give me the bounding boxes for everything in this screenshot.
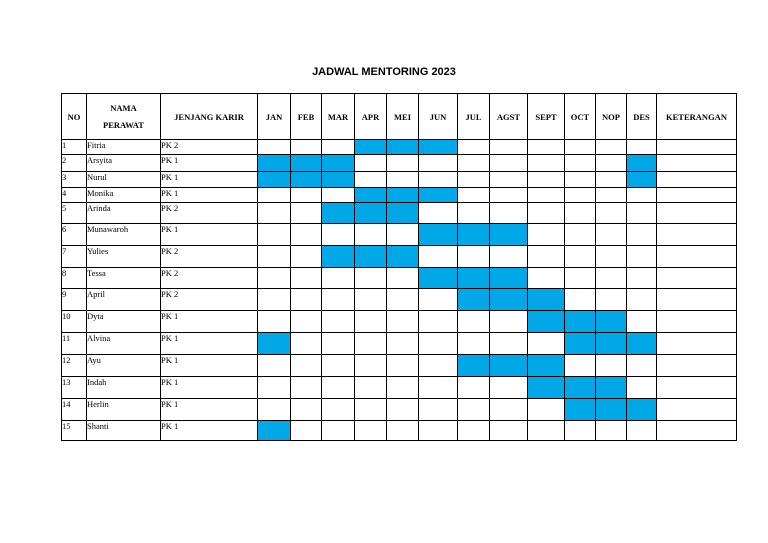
row-nama: April <box>87 289 161 311</box>
table-row <box>62 289 737 311</box>
schedule-body <box>62 140 737 441</box>
mentoring-month-cell-active <box>490 224 528 246</box>
mentoring-month-cell-active <box>627 399 657 421</box>
row-no: 8 <box>62 268 87 289</box>
row-jenjang: PK 1 <box>161 355 258 377</box>
mentoring-month-cell <box>387 333 419 355</box>
header-month: JUL <box>458 94 490 140</box>
row-nama: Yulies <box>87 246 161 268</box>
row-keterangan <box>657 140 737 155</box>
mentoring-month-cell <box>528 140 565 155</box>
mentoring-month-cell-active <box>291 172 322 188</box>
mentoring-month-cell-active <box>322 203 355 224</box>
mentoring-month-cell <box>490 333 528 355</box>
table-row <box>62 355 737 377</box>
header-month: NOP <box>596 94 627 140</box>
header-month: AGST <box>490 94 528 140</box>
mentoring-month-cell <box>291 333 322 355</box>
mentoring-month-cell <box>565 188 596 203</box>
row-no: 3 <box>62 172 87 188</box>
mentoring-month-cell-active <box>419 224 458 246</box>
mentoring-month-cell <box>627 377 657 399</box>
mentoring-month-cell <box>322 355 355 377</box>
mentoring-month-cell-active <box>528 377 565 399</box>
mentoring-month-cell-active <box>322 172 355 188</box>
row-keterangan <box>657 333 737 355</box>
mentoring-month-cell <box>291 268 322 289</box>
mentoring-month-cell <box>258 140 291 155</box>
mentoring-month-cell-active <box>490 268 528 289</box>
mentoring-month-cell <box>387 355 419 377</box>
table-row <box>62 224 737 246</box>
mentoring-month-cell-active <box>387 246 419 268</box>
mentoring-month-cell <box>528 333 565 355</box>
mentoring-month-cell <box>565 203 596 224</box>
mentoring-month-cell-active <box>322 246 355 268</box>
mentoring-month-cell-active <box>490 289 528 311</box>
mentoring-month-cell <box>387 421 419 441</box>
mentoring-month-cell-active <box>387 188 419 203</box>
row-no: 15 <box>62 421 87 441</box>
mentoring-month-cell <box>322 333 355 355</box>
mentoring-month-cell <box>291 311 322 333</box>
mentoring-month-cell <box>528 188 565 203</box>
mentoring-month-cell <box>322 289 355 311</box>
mentoring-month-cell-active <box>596 377 627 399</box>
mentoring-month-cell <box>291 399 322 421</box>
page-title: JADWAL MENTORING 2023 <box>312 66 456 78</box>
row-nama: Arinda <box>87 203 161 224</box>
mentoring-month-cell <box>565 421 596 441</box>
mentoring-month-cell <box>258 399 291 421</box>
mentoring-month-cell <box>419 155 458 172</box>
header-nama-line2: PERAWAT <box>103 119 144 130</box>
mentoring-month-cell-active <box>258 333 291 355</box>
row-keterangan <box>657 355 737 377</box>
mentoring-month-cell <box>291 377 322 399</box>
row-jenjang: PK 1 <box>161 155 258 172</box>
mentoring-month-cell <box>528 155 565 172</box>
mentoring-month-cell <box>258 311 291 333</box>
mentoring-month-cell <box>528 399 565 421</box>
row-no: 5 <box>62 203 87 224</box>
table-row <box>62 155 737 172</box>
mentoring-month-cell <box>419 355 458 377</box>
row-jenjang: PK 1 <box>161 399 258 421</box>
mentoring-month-cell <box>490 399 528 421</box>
row-keterangan <box>657 377 737 399</box>
table-row <box>62 311 737 333</box>
mentoring-month-cell <box>627 289 657 311</box>
mentoring-month-cell <box>565 224 596 246</box>
mentoring-month-cell-active <box>528 311 565 333</box>
row-nama: Nurul <box>87 172 161 188</box>
row-nama: Indah <box>87 377 161 399</box>
header-jenjang-karir: JENJANG KARIR <box>161 94 258 140</box>
mentoring-month-cell <box>387 172 419 188</box>
row-jenjang: PK 2 <box>161 268 258 289</box>
mentoring-month-cell <box>387 311 419 333</box>
mentoring-month-cell <box>627 421 657 441</box>
mentoring-month-cell <box>387 155 419 172</box>
table-row <box>62 140 737 155</box>
row-jenjang: PK 2 <box>161 140 258 155</box>
row-nama: Dyta <box>87 311 161 333</box>
mentoring-month-cell-active <box>627 172 657 188</box>
mentoring-month-cell <box>355 333 387 355</box>
row-no: 12 <box>62 355 87 377</box>
mentoring-month-cell <box>258 246 291 268</box>
mentoring-month-cell-active <box>596 311 627 333</box>
row-jenjang: PK 1 <box>161 224 258 246</box>
mentoring-month-cell <box>627 311 657 333</box>
row-no: 1 <box>62 140 87 155</box>
mentoring-month-cell <box>458 155 490 172</box>
mentoring-month-cell-active <box>355 203 387 224</box>
mentoring-month-cell-active <box>458 268 490 289</box>
header-month: FEB <box>291 94 322 140</box>
header-row <box>62 94 737 140</box>
row-no: 9 <box>62 289 87 311</box>
row-no: 6 <box>62 224 87 246</box>
mentoring-month-cell <box>490 140 528 155</box>
row-nama: Ayu <box>87 355 161 377</box>
mentoring-month-cell-active <box>355 188 387 203</box>
mentoring-month-cell-active <box>490 355 528 377</box>
mentoring-month-cell <box>258 224 291 246</box>
mentoring-month-cell-active <box>258 421 291 441</box>
row-jenjang: PK 2 <box>161 203 258 224</box>
mentoring-month-cell <box>596 355 627 377</box>
row-nama: Shanti <box>87 421 161 441</box>
mentoring-month-cell <box>291 246 322 268</box>
mentoring-month-cell-active <box>355 246 387 268</box>
row-jenjang: PK 1 <box>161 172 258 188</box>
mentoring-month-cell <box>490 172 528 188</box>
mentoring-month-cell <box>258 268 291 289</box>
mentoring-month-cell <box>258 377 291 399</box>
mentoring-month-cell <box>458 377 490 399</box>
mentoring-month-cell <box>458 311 490 333</box>
mentoring-month-cell <box>419 399 458 421</box>
mentoring-month-cell <box>490 155 528 172</box>
mentoring-month-cell <box>458 188 490 203</box>
header-month: JAN <box>258 94 291 140</box>
mentoring-month-cell-active <box>458 355 490 377</box>
mentoring-month-cell <box>355 421 387 441</box>
mentoring-month-cell <box>355 155 387 172</box>
header-nama-perawat <box>87 94 161 140</box>
mentoring-month-cell <box>322 421 355 441</box>
row-no: 11 <box>62 333 87 355</box>
mentoring-month-cell <box>387 268 419 289</box>
row-nama: Alvina <box>87 333 161 355</box>
mentoring-month-cell <box>596 172 627 188</box>
row-nama: Fitria <box>87 140 161 155</box>
mentoring-month-cell-active <box>419 188 458 203</box>
mentoring-month-cell <box>596 203 627 224</box>
header-month: MEI <box>387 94 419 140</box>
mentoring-month-cell <box>596 140 627 155</box>
mentoring-month-cell <box>322 224 355 246</box>
mentoring-month-cell-active <box>627 333 657 355</box>
mentoring-month-cell <box>355 224 387 246</box>
row-jenjang: PK 2 <box>161 246 258 268</box>
mentoring-month-cell <box>355 311 387 333</box>
row-keterangan <box>657 421 737 441</box>
mentoring-month-cell <box>528 203 565 224</box>
mentoring-month-cell <box>458 172 490 188</box>
mentoring-month-cell-active <box>627 155 657 172</box>
mentoring-month-cell <box>528 246 565 268</box>
mentoring-month-cell-active <box>458 224 490 246</box>
mentoring-month-cell <box>490 246 528 268</box>
table-row <box>62 188 737 203</box>
mentoring-month-cell <box>528 172 565 188</box>
table-row <box>62 172 737 188</box>
row-jenjang: PK 1 <box>161 377 258 399</box>
mentoring-month-cell <box>419 172 458 188</box>
row-jenjang: PK 1 <box>161 311 258 333</box>
mentoring-month-cell <box>528 224 565 246</box>
header-month: OCT <box>565 94 596 140</box>
mentoring-month-cell <box>258 188 291 203</box>
header-keterangan: KETERANGAN <box>657 94 737 140</box>
mentoring-month-cell <box>490 203 528 224</box>
mentoring-month-cell <box>596 289 627 311</box>
row-no: 10 <box>62 311 87 333</box>
mentoring-month-cell <box>419 333 458 355</box>
row-keterangan <box>657 268 737 289</box>
mentoring-month-cell <box>458 333 490 355</box>
mentoring-month-cell <box>528 268 565 289</box>
mentoring-month-cell <box>458 140 490 155</box>
mentoring-month-cell <box>596 188 627 203</box>
row-nama: Tessa <box>87 268 161 289</box>
row-keterangan <box>657 188 737 203</box>
mentoring-month-cell <box>419 203 458 224</box>
mentoring-month-cell-active <box>419 140 458 155</box>
mentoring-month-cell <box>355 377 387 399</box>
mentoring-month-cell <box>458 399 490 421</box>
mentoring-month-cell-active <box>528 355 565 377</box>
mentoring-month-cell <box>387 224 419 246</box>
mentoring-month-cell <box>627 268 657 289</box>
row-keterangan <box>657 399 737 421</box>
mentoring-month-cell <box>565 289 596 311</box>
row-no: 7 <box>62 246 87 268</box>
mentoring-month-cell <box>355 355 387 377</box>
mentoring-month-cell <box>387 289 419 311</box>
mentoring-month-cell-active <box>258 172 291 188</box>
mentoring-month-cell <box>419 289 458 311</box>
row-nama: Herlin <box>87 399 161 421</box>
header-month: JUN <box>419 94 458 140</box>
mentoring-month-cell-active <box>565 311 596 333</box>
mentoring-month-cell <box>627 246 657 268</box>
row-jenjang: PK 2 <box>161 289 258 311</box>
row-keterangan <box>657 224 737 246</box>
mentoring-month-cell <box>565 268 596 289</box>
mentoring-month-cell <box>565 155 596 172</box>
row-keterangan <box>657 172 737 188</box>
row-keterangan <box>657 155 737 172</box>
mentoring-month-cell-active <box>322 155 355 172</box>
header-month: SEPT <box>528 94 565 140</box>
mentoring-month-cell <box>596 155 627 172</box>
row-no: 4 <box>62 188 87 203</box>
mentoring-month-cell <box>419 246 458 268</box>
header-month: DES <box>627 94 657 140</box>
mentoring-month-cell <box>322 188 355 203</box>
table-row <box>62 333 737 355</box>
mentoring-month-cell <box>565 246 596 268</box>
mentoring-month-cell <box>458 421 490 441</box>
row-jenjang: PK 1 <box>161 188 258 203</box>
mentoring-schedule-table <box>61 93 737 441</box>
mentoring-month-cell-active <box>291 155 322 172</box>
mentoring-month-cell-active <box>565 399 596 421</box>
mentoring-month-cell <box>291 355 322 377</box>
mentoring-month-cell <box>596 224 627 246</box>
row-nama: Monika <box>87 188 161 203</box>
header-nama-line1: NAMA <box>110 102 137 113</box>
table-row <box>62 268 737 289</box>
mentoring-month-cell <box>419 377 458 399</box>
mentoring-month-cell <box>565 140 596 155</box>
mentoring-month-cell <box>387 377 419 399</box>
header-month: APR <box>355 94 387 140</box>
mentoring-month-cell <box>627 188 657 203</box>
mentoring-month-cell <box>291 188 322 203</box>
mentoring-month-cell <box>355 172 387 188</box>
mentoring-month-cell <box>322 399 355 421</box>
row-jenjang: PK 1 <box>161 333 258 355</box>
row-keterangan <box>657 203 737 224</box>
row-no: 2 <box>62 155 87 172</box>
mentoring-month-cell <box>627 224 657 246</box>
mentoring-month-cell <box>322 377 355 399</box>
mentoring-month-cell-active <box>565 377 596 399</box>
mentoring-month-cell <box>596 246 627 268</box>
mentoring-month-cell-active <box>528 289 565 311</box>
table-row <box>62 377 737 399</box>
mentoring-month-cell-active <box>419 268 458 289</box>
table-row <box>62 399 737 421</box>
mentoring-month-cell-active <box>458 289 490 311</box>
mentoring-month-cell <box>355 289 387 311</box>
row-keterangan <box>657 289 737 311</box>
mentoring-month-cell-active <box>596 333 627 355</box>
mentoring-month-cell-active <box>387 140 419 155</box>
mentoring-month-cell <box>322 140 355 155</box>
mentoring-month-cell <box>490 421 528 441</box>
row-no: 13 <box>62 377 87 399</box>
mentoring-month-cell <box>291 289 322 311</box>
mentoring-month-cell <box>291 203 322 224</box>
mentoring-month-cell <box>291 224 322 246</box>
header-month: MAR <box>322 94 355 140</box>
mentoring-month-cell <box>458 203 490 224</box>
mentoring-month-cell <box>322 311 355 333</box>
mentoring-month-cell <box>355 399 387 421</box>
mentoring-month-cell <box>291 140 322 155</box>
mentoring-month-cell <box>419 311 458 333</box>
mentoring-month-cell <box>387 399 419 421</box>
mentoring-month-cell <box>596 421 627 441</box>
row-keterangan <box>657 311 737 333</box>
mentoring-month-cell <box>258 203 291 224</box>
row-nama: Munawaroh <box>87 224 161 246</box>
mentoring-month-cell <box>565 172 596 188</box>
mentoring-month-cell <box>596 268 627 289</box>
mentoring-month-cell <box>458 246 490 268</box>
row-keterangan <box>657 246 737 268</box>
mentoring-month-cell <box>565 355 596 377</box>
mentoring-month-cell <box>490 311 528 333</box>
row-no: 14 <box>62 399 87 421</box>
header-no: NO <box>62 94 87 140</box>
mentoring-month-cell <box>490 188 528 203</box>
table-row <box>62 203 737 224</box>
mentoring-month-cell <box>355 268 387 289</box>
table-row <box>62 421 737 441</box>
row-jenjang: PK 1 <box>161 421 258 441</box>
mentoring-month-cell <box>291 421 322 441</box>
mentoring-month-cell-active <box>565 333 596 355</box>
mentoring-month-cell <box>322 268 355 289</box>
mentoring-month-cell <box>258 289 291 311</box>
row-nama: Arsyita <box>87 155 161 172</box>
mentoring-month-cell <box>528 421 565 441</box>
mentoring-month-cell <box>419 421 458 441</box>
mentoring-month-cell <box>627 355 657 377</box>
mentoring-month-cell <box>627 140 657 155</box>
mentoring-month-cell-active <box>258 155 291 172</box>
mentoring-month-cell <box>490 377 528 399</box>
mentoring-month-cell-active <box>355 140 387 155</box>
mentoring-month-cell <box>627 203 657 224</box>
mentoring-month-cell-active <box>596 399 627 421</box>
mentoring-month-cell <box>258 355 291 377</box>
table-row <box>62 246 737 268</box>
mentoring-month-cell-active <box>387 203 419 224</box>
